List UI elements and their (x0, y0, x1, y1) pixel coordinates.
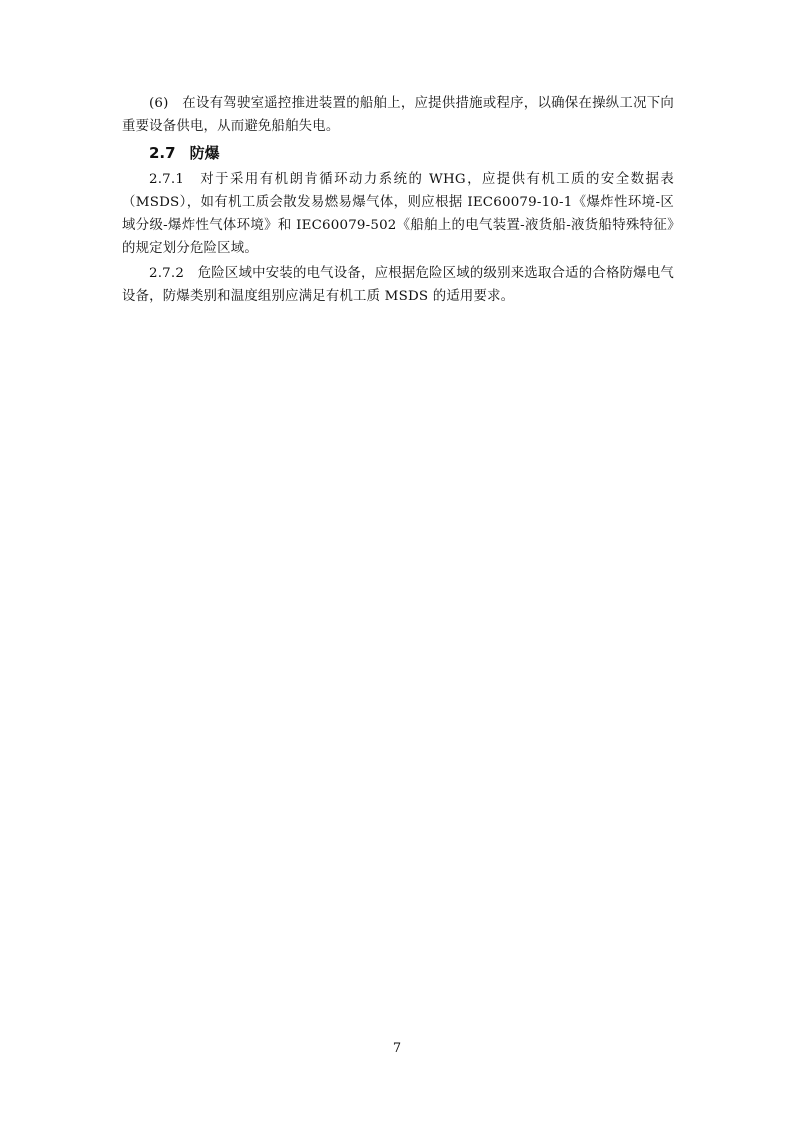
paragraph-item-6: (6) 在设有驾驶室遥控推进装置的船舶上，应提供措施或程序，以确保在操纵工况下向重要设备供电，从而避免船舶失电。 (122, 96, 674, 134)
paragraph-2-7-2: 2.7.2 危险区域中安装的电气设备，应根据危险区域的级别来选取合适的合格防爆电气设备，防爆类别和温度组别应满足有机工质 MSDS 的适用要求。 (122, 266, 674, 304)
section-heading (122, 140, 674, 167)
section-number: 2.7 (149, 144, 176, 162)
paragraph-2-7-1: 2.7.1 对于采用有机朗肯循环动力系统的 WHG，应提供有机工质的安全数据表（MSDS），如有机工质会散发易燃易爆气体，则应根据 IEC60079-10-1《爆炸性环境-区域分级-爆炸性气体环境》和 IEC60079-502《船舶上的电气装置-液货船-液货船特殊特征》的规定划分危险区域。 (122, 172, 674, 256)
section-title: 防爆 (189, 144, 220, 162)
page-body (122, 92, 674, 310)
page-number: 7 (392, 1041, 402, 1056)
